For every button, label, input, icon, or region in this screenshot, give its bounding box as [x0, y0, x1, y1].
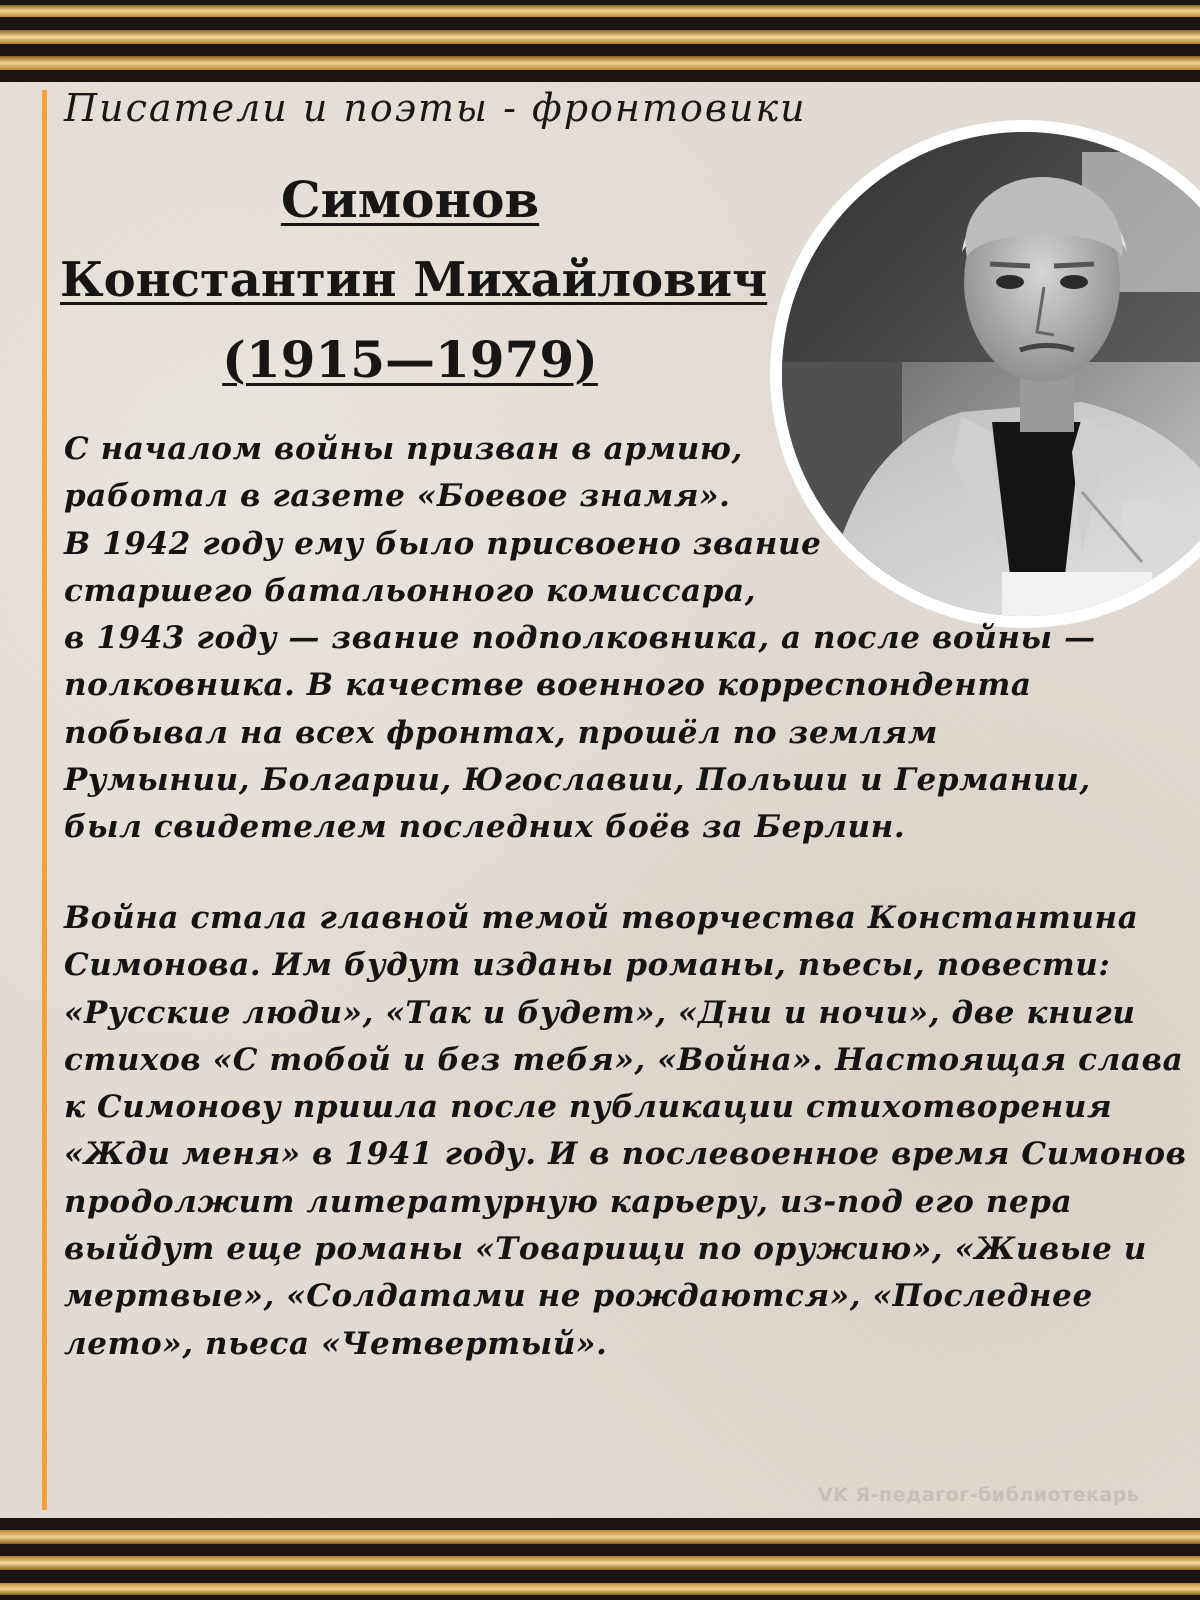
text-line: побывал на всех фронтах, прошёл по землям	[64, 714, 938, 751]
orange-accent-line	[42, 90, 47, 1510]
text-line: выйдут еще романы «Товарищи по оружию», «Живые и	[64, 1231, 1147, 1268]
text-line: мертвые», «Солдатами не рождаются», «Последнее	[64, 1278, 1093, 1315]
biography-paragraph-1	[64, 426, 1174, 852]
bottom-gold-stripe-border	[0, 1518, 1200, 1600]
text-line: Симонова. Им будут изданы романы, пьесы, повести:	[64, 947, 1111, 984]
text-line: продолжит литературную карьеру, из-под его пера	[64, 1183, 1073, 1220]
text-line: С началом войны призван в армию,	[64, 431, 743, 467]
vk-watermark: VK Я-педагог-библиотекарь	[818, 1484, 1140, 1506]
writer-name-block	[60, 160, 768, 400]
text-line: Война стала главной темой творчества Константина	[64, 900, 1139, 936]
text-line: был свидетелем последних боёв за Берлин.	[64, 809, 906, 846]
text-line: «Русские люди», «Так и будет», «Дни и ночи», две книги	[64, 994, 1136, 1031]
top-gold-stripe-border	[0, 0, 1200, 82]
text-line: старшего батальонного комиссара,	[64, 572, 757, 609]
writer-surname: Симонов	[280, 170, 540, 229]
section-header: Писатели и поэты - фронтовики	[64, 86, 807, 130]
writer-life-years: (1915—1979)	[222, 330, 598, 389]
biography-paragraph-2	[64, 895, 1187, 1368]
text-line: «Жди меня» в 1941 году. И в послевоенное время Симонов	[64, 1136, 1187, 1173]
text-line: работал в газете «Боевое знамя».	[64, 478, 731, 515]
text-line: полковника. В качестве военного корреспондента	[64, 667, 1032, 704]
text-line: к Симонову пришла после публикации стихотворения	[64, 1089, 1113, 1126]
writer-given-names: Константин Михайлович	[60, 252, 768, 308]
text-line: В 1942 году ему было присвоено звание	[64, 525, 822, 562]
text-line: стихов «С тобой и без тебя», «Война». Настоящая слава	[64, 1041, 1184, 1078]
text-line: Румынии, Болгарии, Югославии, Польши и Германии,	[64, 762, 1091, 799]
text-line: в 1943 году — звание подполковника, а после войны —	[64, 620, 1096, 657]
text-line: лето», пьеса «Четвертый».	[64, 1325, 608, 1362]
